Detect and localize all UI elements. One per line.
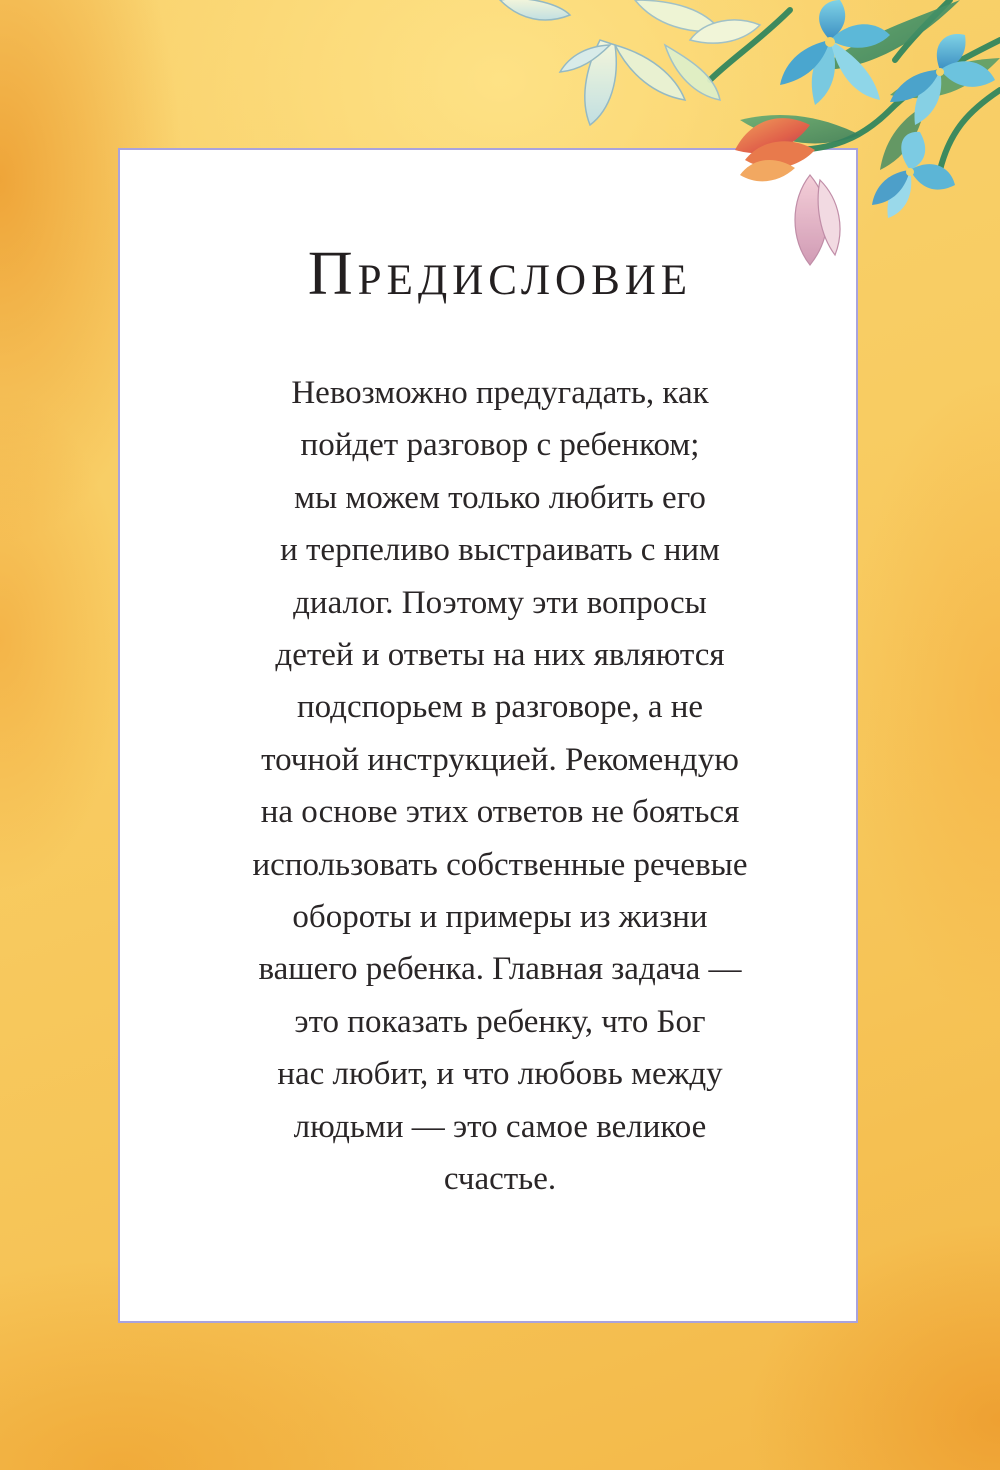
- freesia-bud: [795, 175, 840, 265]
- paragraph-line: вашего ребенка. Главная задача —: [258, 951, 742, 988]
- paragraph-line: счастье.: [443, 1161, 557, 1198]
- watercolor-flowers-decoration: [490, 0, 1000, 300]
- paragraph-line: Невозможно предугадать, как: [291, 375, 709, 411]
- page-title: Предисловие: [307, 240, 693, 308]
- paragraph-line: мы можем только любить его: [294, 479, 706, 516]
- paragraph-line: использовать собственные речевые: [252, 846, 748, 883]
- paragraph-line: на основе этих ответов не бояться: [260, 794, 740, 831]
- paragraph-line: людьми — это самое великое: [293, 1108, 707, 1145]
- lily-flower: [872, 132, 955, 218]
- lily-flower: [500, 0, 760, 125]
- paragraph-line: точной инструкцией. Рекомендую: [261, 741, 739, 778]
- freesia-bud: [735, 118, 815, 181]
- paragraph-line: нас любит, и что любовь между: [277, 1056, 723, 1093]
- paragraph-line: это показать ребенку, что Бог: [294, 1003, 706, 1040]
- paragraph-line: диалог. Поэтому эти вопросы: [293, 584, 707, 621]
- paragraph-line: и терпеливо выстраивать с ним: [280, 532, 720, 569]
- paragraph-line: обороты и примеры из жизни: [292, 899, 708, 936]
- preface-paragraph: [0, 367, 1000, 1206]
- paragraph-line: подспорьем в разговоре, а не: [296, 689, 704, 726]
- paragraph-line: детей и ответы на них являются: [275, 637, 725, 674]
- paragraph-line: пойдет разговор с ребенком;: [300, 427, 700, 464]
